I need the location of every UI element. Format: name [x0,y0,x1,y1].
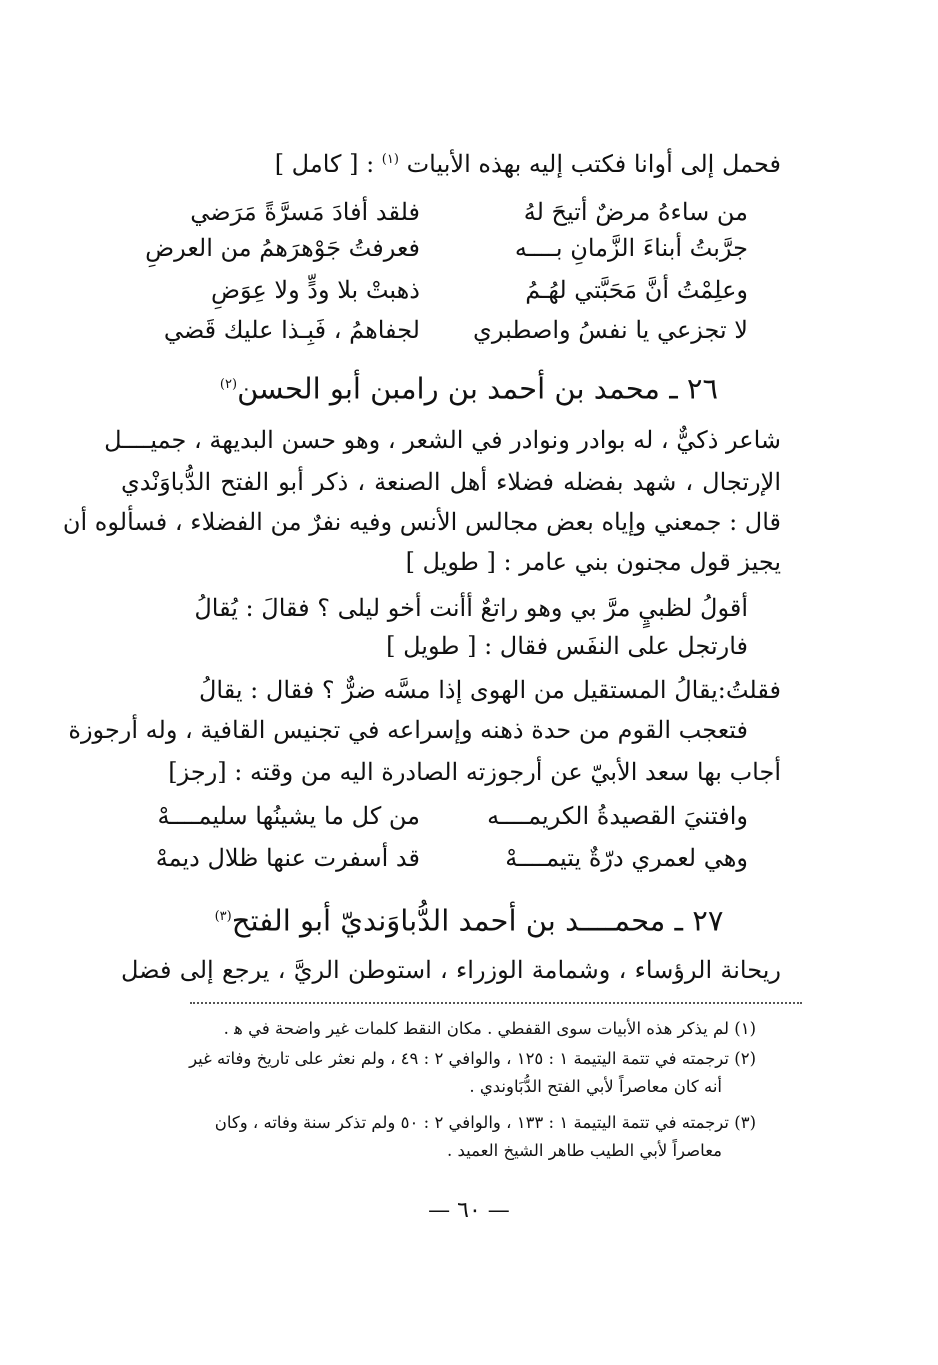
intro-meter: : [ كامل ] [274,150,375,178]
poem1-hemistich-right: لا تجزعي يا نفسُ واصطبري [473,316,748,344]
paragraph-line: يجيز قول مجنون بني عامر : [ طويل ] [405,548,781,576]
paragraph-line: أجاب بها سعد الأبيّ عن أرجوزته الصادرة اليه من وقته : [رجز] [168,758,781,786]
poem1-hemistich-left: فعرفتُ جَوْهرَهمُ من العرضِ [145,234,420,262]
entry-heading-27 [0,898,938,940]
footnote-ref-1: (١) [381,152,399,167]
paragraph-line: قال : جمعني وإياه بعض مجالس الأنس وفيه نفرٌ من الفضلاء ، فسألوه أن [62,508,781,536]
paragraph-line: الإرتجال ، شهد بفضله فضلاء أهل الصنعة ، ذكر أبو الفتح الدُّباوَنْدي [121,468,781,496]
footnote: (١) لم يذكر هذه الأبيات سوى القفطي . مكان النقط كلمات غير واضحة في ﻫ . [223,1019,756,1038]
improvisation-line: فارتجل على النفَس فقال : [ طويل ] [386,632,748,660]
entry-heading-26 [0,366,938,408]
poem2-hemistich-right: وهي لعمري درّةٌ يتيمــــهْ [505,844,748,872]
heading-26-text: ٢٦ ـ محمد بن أحمد بن رامبن أبو الحسن [237,371,719,406]
footnote-continuation: أنه كان معاصراً لأبي الفتح الدُّبَاوندي . [469,1077,722,1096]
paragraph-line: شاعر ذكيٌّ ، له بوادر ونوادر في الشعر ، وهو حسن البديهة ، جميــــل [104,426,781,454]
paragraph-line: ريحانة الرؤساء ، وشمامة الوزراء ، استوطن الريَّ ، يرجع إلى فضل [121,956,781,984]
poem1-hemistich-left: ذهبتْ بلا ودٍّ ولا عِوَضِ [211,276,420,304]
heading-27-text: ٢٧ ـ محمــــد بن أحمد الدُّباوَنديّ أبو الفتح [231,903,724,938]
footnote-ref-3: (٣) [214,909,232,924]
verse-line-b: فقلتُ:يقالُ المستقيل من الهوى إذا مسَّه ضرٌّ ؟ فقال : يقالُ [198,676,781,704]
poem1-hemistich-left: فلقد أفادَ مَسرَّةً مَرَضي [190,198,420,226]
page-number: — ٦٠ — [428,1198,510,1223]
poem2-hemistich-left: قد أسفرت عنها ظلال ديمهْ [155,844,420,872]
paragraph-line: فتعجب القوم من حدة ذهنه وإسراعه في تجنيس القافية ، وله أرجوزة [68,716,748,744]
intro-line [275,144,781,180]
footnote-continuation: معاصراً لأبي الطيب طاهر الشيخ العميد . [447,1141,722,1160]
intro-text: فحمل إلى أوانا فكتب إليه بهذه الأبيات [406,150,781,178]
poem2-hemistich-left: من كل ما يشينُها سليمــــهْ [157,802,420,830]
footnote: (٣) ترجمته في تتمة اليتيمة ١ : ١٣٣ ، والوافي ٢ : ٥٠ ولم تذكر سنة وفاته ، وكان [214,1113,756,1132]
poem1-hemistich-right: جرَّبتُ أبناءَ الزَّمانِ بــــه [514,234,748,262]
poem2-hemistich-right: وافتنيَ القصيدةُ الكريمــــه [487,802,748,830]
poem1-hemistich-right: من ساءهُ مرضٌ أتيحَ لهُ [523,198,748,226]
poem1-hemistich-right: وعلِمْتُ أنَّ مَحَبَّتي لهُـمُ [525,276,748,304]
footnote: (٢) ترجمته في تتمة اليتيمة ١ : ١٢٥ ، والوافي ٢ : ٤٩ ، ولم نعثر على تاريخ وفاته غير [189,1049,756,1068]
verse-line-a: أقولُ لظبيٍ مرَّ بي وهو راتعٌ أأنت أخو ليلى ؟ فقالَ : يُقالُ [194,594,748,622]
poem1-hemistich-left: لجفاهمُ ، فَبِـذا عليك قَضي [163,316,420,344]
footnote-divider [190,1002,802,1004]
footnote-ref-2: (٢) [219,377,238,392]
